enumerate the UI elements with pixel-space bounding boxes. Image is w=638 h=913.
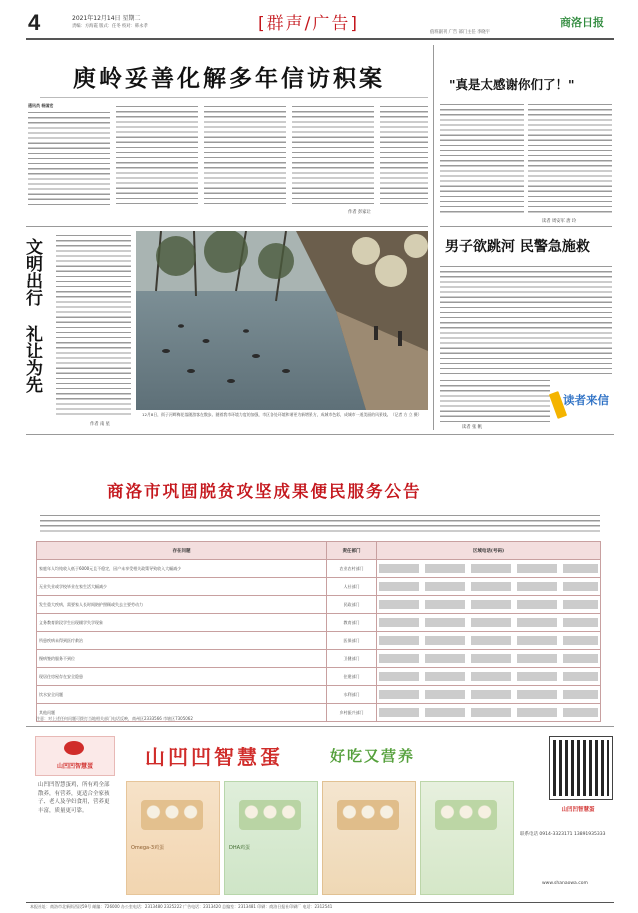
phone-cell	[377, 614, 601, 632]
footer-info: 本报社址：商洛市北新街西段59号 邮编：726000 办公室电话：2313480 2325222 广告电话：2313420 总编室：2313481 印刷：商洛日报社印刷厂 电话：2312541	[30, 904, 333, 909]
service-intro	[40, 513, 600, 534]
reader-letter-badge	[553, 384, 613, 422]
dept-cell: 住建部门	[327, 668, 377, 686]
ad-brand-left: 山凹凹智慧蛋	[56, 763, 93, 770]
main-article-col-2	[116, 104, 198, 205]
column-header: 存在问题	[37, 542, 327, 560]
title-underline	[40, 97, 428, 98]
table-row	[37, 632, 601, 650]
main-reporter: 通讯员 杨国宏	[28, 103, 54, 108]
main-article-col-5	[380, 104, 428, 205]
main-byline: 作者 彭家让	[348, 210, 371, 215]
table-row	[37, 560, 601, 578]
ad-title-main: 山凹凹智慧蛋	[145, 745, 283, 769]
product-1-label: Omega-3鸡蛋	[131, 845, 165, 851]
table-row	[37, 686, 601, 704]
problem-cell: 所患疾病未得到医疗救治	[37, 632, 327, 650]
editor-line: 责编：方海霞 版式：任冬 校对：韩永孝	[72, 24, 148, 29]
rescue-col-2	[440, 378, 550, 423]
dept-cell: 民政部门	[327, 596, 377, 614]
ad-contact: 联系电话 0914-3323171 13891935333	[520, 832, 606, 837]
egg-tray-icon	[239, 800, 301, 830]
thanks-byline: 读者 周安军 唐 玲	[542, 219, 577, 224]
page-number: 4	[28, 10, 41, 35]
table-header-row	[37, 542, 601, 560]
civilized-col-1	[56, 233, 131, 418]
service-footer-note: 注意：对上述任何问题可拨打当地相关部门电话反映，商州区2333566 市辖区7305062	[36, 716, 193, 721]
reader-letter-label: 读者来信	[563, 393, 609, 407]
header-meta: 值班副刊 广告 部门主任 李晓宇	[430, 30, 490, 35]
thanks-col-2	[528, 102, 612, 214]
thanks-col-1	[440, 102, 524, 214]
dept-cell: 卫健部门	[327, 650, 377, 668]
civilized-title-1: 文明出行	[22, 238, 42, 306]
main-article-col-1	[28, 110, 110, 205]
table-row	[37, 650, 601, 668]
table-row	[37, 596, 601, 614]
column-header: 责任部门	[327, 542, 377, 560]
product-2-label: DHA鸡蛋	[229, 845, 251, 851]
ad-website: www.shanaowa.com	[542, 881, 588, 886]
divider	[440, 226, 612, 227]
ad-left-text: 山凹凹智慧蛋鸡，所有鸡全部散养，有营养，更适合全家孩子、老人及孕妇食用，营养更丰富，质量更可靠。	[38, 782, 110, 814]
main-article-col-3	[204, 104, 286, 205]
problem-cell: 现居住房屋存在安全隐患	[37, 668, 327, 686]
footer-rule	[26, 902, 614, 903]
table-row	[37, 614, 601, 632]
section-rule	[26, 434, 614, 435]
phone-cell	[377, 578, 601, 596]
phone-cell	[377, 560, 601, 578]
product-box-3	[322, 781, 416, 895]
paper-logo: 商洛日报	[560, 16, 604, 29]
problem-cell: 其他问题	[37, 704, 327, 722]
service-table-wrap	[36, 541, 600, 722]
problem-cell: 慢病签约服务不到位	[37, 650, 327, 668]
egg-tray-icon	[141, 800, 203, 830]
dept-cell: 人社部门	[327, 578, 377, 596]
lake-photo-illustration	[136, 231, 428, 410]
photo-caption: 12月8日，街子河畔梅花落随游客在散步。随着我市环境力度的加强，市区各处环境和谐更为新增景方，成城市色彩，成城市一道美丽的风景线。（记者 方 立 摄）	[142, 412, 422, 417]
phone-cell	[377, 668, 601, 686]
section-title: [群声/广告]	[258, 14, 359, 34]
ad-logo-box	[35, 736, 115, 776]
ad-logo-icon	[64, 741, 84, 755]
service-title: 商洛市巩固脱贫攻坚成果便民服务公告	[107, 482, 422, 501]
qr-code	[550, 737, 612, 799]
table-row	[37, 578, 601, 596]
main-article-title: 庾岭妥善化解多年信访积案	[73, 66, 385, 92]
egg-tray-icon	[337, 800, 399, 830]
problem-cell: 无业失业或学校毕业在家生活大幅减少	[37, 578, 327, 596]
product-box-4	[420, 781, 514, 895]
rescue-title: 男子欲跳河 民警急施救	[445, 239, 590, 255]
phone-cell	[377, 596, 601, 614]
issue-date: 2021年12月14日 星期二	[72, 15, 141, 22]
qr-label: 山凹凹智慧蛋	[561, 807, 595, 813]
rescue-col-1	[440, 264, 612, 374]
column-divider	[433, 45, 434, 430]
problem-cell: 义务教育阶段学生出现辍学失学现象	[37, 614, 327, 632]
phone-cell	[377, 686, 601, 704]
lake-photo	[136, 231, 428, 410]
problem-cell: 饮水安全问题	[37, 686, 327, 704]
product-box-1	[126, 781, 220, 895]
rescue-byline: 读者 张 帆	[462, 425, 482, 430]
dept-cell: 乡村振兴部门	[327, 704, 377, 722]
table-row	[37, 668, 601, 686]
civilized-title-2: 礼让为先	[22, 325, 42, 393]
problem-cell: 发生重大疾病，需要家人长时间陪护照顾或失去主要劳动力	[37, 596, 327, 614]
thanks-title: "真是太感谢你们了！"	[449, 77, 575, 92]
divider	[26, 226, 428, 227]
problem-cell: 家庭年人均纯收入低于6000元且不稳定，因户未享受相关政策导致收入大幅减少	[37, 560, 327, 578]
egg-tray-icon	[435, 800, 497, 830]
dept-cell: 水利部门	[327, 686, 377, 704]
product-box-2	[224, 781, 318, 895]
phone-cell	[377, 632, 601, 650]
header-rule	[26, 38, 614, 40]
dept-cell: 教育部门	[327, 614, 377, 632]
dept-cell: 医保部门	[327, 632, 377, 650]
main-article-col-4	[292, 104, 374, 205]
ad-title-sub: 好吃又营养	[330, 747, 416, 765]
service-table	[36, 541, 601, 722]
dept-cell: 农业农村部门	[327, 560, 377, 578]
section-rule	[26, 726, 614, 727]
civilized-byline: 作者 南 星	[90, 422, 110, 427]
phone-cell	[377, 650, 601, 668]
column-header: 区域电话(号码)	[377, 542, 601, 560]
egg-ad	[30, 731, 614, 899]
